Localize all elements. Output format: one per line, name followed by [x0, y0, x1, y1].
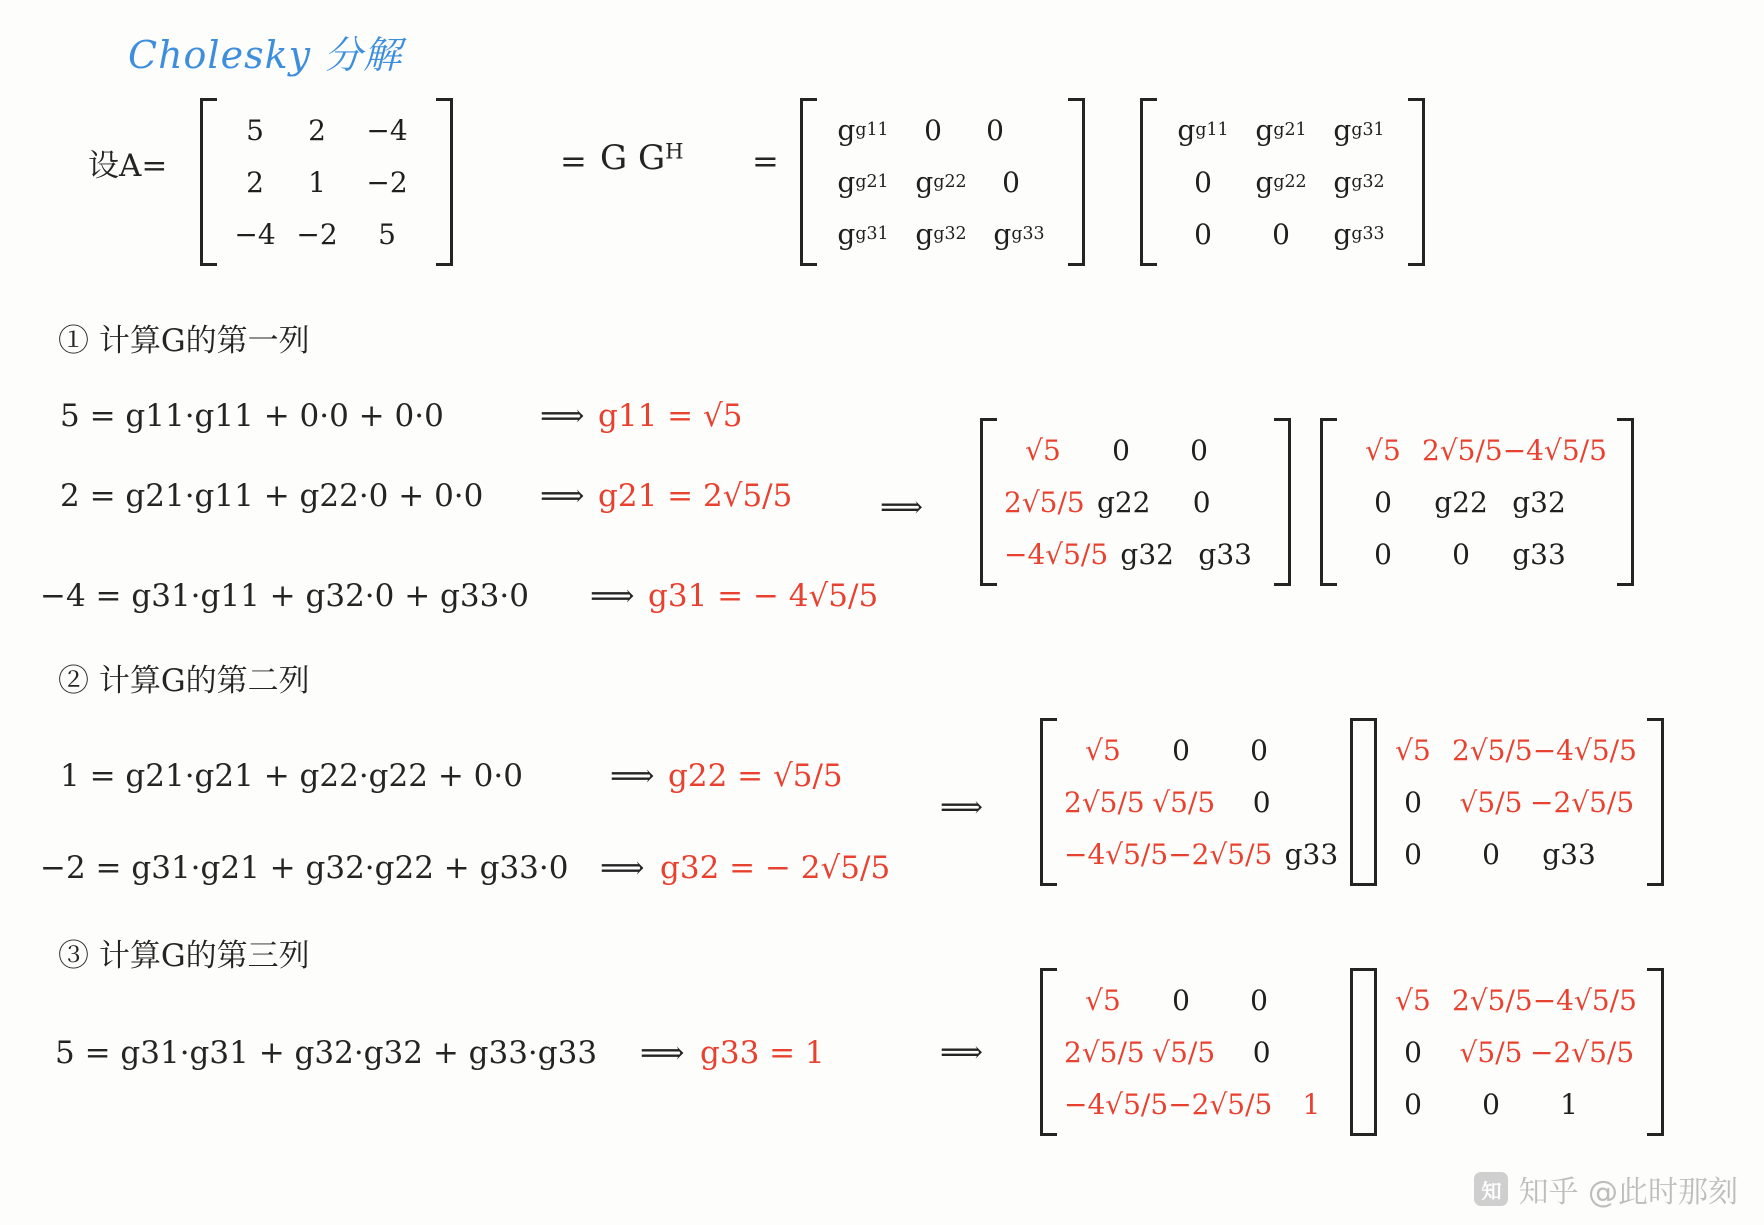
- matrix-cell: √5/5: [1459, 785, 1523, 819]
- matrix-cell: −4√5/5: [1004, 537, 1109, 571]
- step-1-equation-2-arrow: ⟹: [540, 478, 585, 514]
- step-1-equation-2-rhs: g21 = 2√5/5: [598, 478, 793, 514]
- matrix-cell: g33: [1284, 837, 1339, 871]
- step-1-equation-1-lhs: 5 = g11·g11 + 0·0 + 0·0: [60, 398, 444, 434]
- matrix-cell: 2√5/5: [1452, 983, 1533, 1017]
- matrix-cell: 0: [1194, 217, 1212, 251]
- step-3-equation-1-arrow: ⟹: [640, 1035, 685, 1071]
- bracket-right: [1068, 98, 1082, 266]
- matrix-cell: g33: [1542, 837, 1596, 871]
- matrix-cell: 0: [1190, 433, 1208, 467]
- matrix-cell: 2√5/5: [1004, 485, 1085, 519]
- matrix-cell: 0: [1404, 1087, 1422, 1121]
- matrix-cell: 0: [924, 113, 942, 147]
- matrix-cell: g g32: [1333, 165, 1385, 199]
- watermark: [1474, 1167, 1738, 1211]
- matrix-cell: g33: [1198, 537, 1252, 571]
- step-3-left-matrix: [1040, 968, 1374, 1136]
- matrix-cell: g g31: [1333, 113, 1385, 147]
- matrix-cell: 1: [1560, 1087, 1578, 1121]
- equals-sign-1: =: [560, 142, 587, 180]
- matrix-cell: √5: [1025, 433, 1061, 467]
- bracket-left: [1040, 968, 1054, 1136]
- step-1-equation-3-lhs: −4 = g31·g11 + g32·0 + g33·0: [40, 578, 529, 614]
- matrix-cell: −2√5/5: [1168, 837, 1273, 871]
- bracket-left: [800, 98, 814, 266]
- step-2-equation-1-arrow: ⟹: [610, 758, 655, 794]
- matrix-cell: g32: [1512, 485, 1566, 519]
- matrix-cell: g g11: [837, 113, 889, 147]
- matrix-cell: √5: [1395, 733, 1431, 767]
- matrix-cell: 5: [378, 217, 396, 251]
- matrix-cell: g22: [1096, 485, 1151, 519]
- matrix-cell: −4√5/5: [1064, 1087, 1169, 1121]
- bracket-left: [1140, 98, 1154, 266]
- bracket-left: [980, 418, 994, 586]
- matrix-cell: 0: [1482, 1087, 1500, 1121]
- bracket-right: [1274, 418, 1288, 586]
- matrix-cell: g g11: [1177, 113, 1229, 147]
- step-1-right-matrix: [1320, 418, 1631, 586]
- matrix-cell: g g21: [837, 165, 889, 199]
- matrix-cell: −2: [366, 165, 408, 199]
- matrix-cell: 0: [1404, 1035, 1422, 1069]
- step-2-equation-2-rhs: g32 = − 2√5/5: [660, 850, 891, 886]
- matrix-cell: 2: [308, 113, 326, 147]
- step-2-equation-1-rhs: g22 = √5/5: [668, 758, 843, 794]
- matrix-cell: 0: [1250, 733, 1268, 767]
- bracket-left: [1350, 968, 1364, 1136]
- matrix-cell: g g33: [1333, 217, 1385, 251]
- step-3-equation-1-rhs: g33 = 1: [700, 1035, 825, 1071]
- matrix-cell: 2√5/5: [1064, 785, 1145, 819]
- matrix-cell: 0: [1374, 537, 1392, 571]
- matrix-G: [800, 98, 1082, 266]
- bracket-left: [1040, 718, 1054, 886]
- bracket-right: [1617, 418, 1631, 586]
- bracket-right: [1647, 718, 1661, 886]
- step-1-result-arrow: ⟹: [880, 490, 924, 525]
- matrix-cell: −4: [234, 217, 276, 251]
- step-2-equation-1-lhs: 1 = g21·g21 + g22·g22 + 0·0: [60, 758, 523, 794]
- matrix-cell: √5/5: [1152, 785, 1216, 819]
- watermark-text: 知乎 @此时那刻: [1518, 1175, 1738, 1210]
- page-title: Cholesky 分解: [128, 33, 403, 77]
- matrix-cell: √5: [1085, 983, 1121, 1017]
- step-1-equation-1-rhs: g11 = √5: [598, 398, 743, 434]
- matrix-cell: 0: [1374, 485, 1392, 519]
- matrix-cell: g32: [1120, 537, 1174, 571]
- matrix-cell: 0: [1404, 837, 1422, 871]
- matrix-cell: −4: [366, 113, 408, 147]
- matrix-cell: 0: [1172, 983, 1190, 1017]
- matrix-cell: 5: [246, 113, 264, 147]
- matrix-cell: −2√5/5: [1168, 1087, 1273, 1121]
- setup-prefix: 设A=: [88, 148, 168, 184]
- matrix-cell: 2: [246, 165, 264, 199]
- matrix-cell: 2√5/5: [1452, 733, 1533, 767]
- step-1-equation-1-arrow: ⟹: [540, 398, 585, 434]
- matrix-cell: −2√5/5: [1530, 785, 1635, 819]
- bracket-right: [1408, 98, 1422, 266]
- matrix-G-hermitian: [1140, 98, 1422, 266]
- matrix-cell: √5/5: [1459, 1035, 1523, 1069]
- step-2-left-matrix: [1040, 718, 1374, 886]
- matrix-cell: 1: [1302, 1087, 1321, 1121]
- matrix-cell: g g33: [993, 217, 1045, 251]
- matrix-cell: 2√5/5: [1422, 433, 1503, 467]
- matrix-cell: g g31: [837, 217, 889, 251]
- matrix-cell: g g32: [915, 217, 967, 251]
- matrix-cell: 0: [1272, 217, 1290, 251]
- matrix-cell: 0: [1172, 733, 1190, 767]
- step-3-equation-1-lhs: 5 = g31·g31 + g32·g32 + g33·g33: [55, 1035, 598, 1071]
- step-2-equation-2-lhs: −2 = g31·g21 + g32·g22 + g33·0: [40, 850, 569, 886]
- matrix-cell: g g22: [1255, 165, 1307, 199]
- matrix-cell: 0: [1250, 983, 1268, 1017]
- matrix-cell: 0: [1252, 785, 1271, 819]
- matrix-cell: −2: [296, 217, 338, 251]
- matrix-cell: 0: [1194, 165, 1212, 199]
- matrix-cell: √5: [1365, 433, 1401, 467]
- step-1-left-matrix: [980, 418, 1288, 586]
- step-2-equation-2-arrow: ⟹: [600, 850, 645, 886]
- matrix-cell: g g22: [915, 165, 967, 199]
- matrix-cell: 2√5/5: [1064, 1035, 1145, 1069]
- step-2-result-arrow: ⟹: [940, 790, 984, 825]
- matrix-cell: −2√5/5: [1530, 1035, 1635, 1069]
- matrix-cell: −4√5/5: [1532, 733, 1637, 767]
- matrix-cell: −4√5/5: [1502, 433, 1607, 467]
- bracket-right: [1647, 968, 1661, 1136]
- matrix-cell: 0: [1482, 837, 1500, 871]
- step-3-result-arrow: ⟹: [940, 1035, 984, 1070]
- step-2-heading: ② 计算G的第二列: [58, 663, 310, 699]
- ggh-superscript: H: [665, 138, 684, 164]
- step-3-right-matrix: [1350, 968, 1661, 1136]
- bracket-left: [200, 98, 214, 266]
- matrix-cell: 0: [1252, 1035, 1271, 1069]
- matrix-cell: 0: [1192, 485, 1211, 519]
- matrix-cell: 1: [308, 165, 326, 199]
- matrix-cell: 0: [986, 113, 1004, 147]
- matrix-cell: g33: [1512, 537, 1566, 571]
- step-3-heading: ③ 计算G的第三列: [58, 938, 310, 974]
- matrix-cell: √5/5: [1152, 1035, 1216, 1069]
- matrix-cell: 0: [1002, 165, 1020, 199]
- step-1-equation-2-lhs: 2 = g21·g11 + g22·0 + 0·0: [60, 478, 484, 514]
- step-1-heading: ① 计算G的第一列: [58, 323, 310, 359]
- step-2-right-matrix: [1350, 718, 1661, 886]
- matrix-cell: 0: [1404, 785, 1422, 819]
- matrix-cell: √5: [1085, 733, 1121, 767]
- matrix-A: [200, 98, 450, 266]
- matrix-cell: 0: [1452, 537, 1470, 571]
- bracket-left: [1350, 718, 1364, 886]
- step-1-equation-3-arrow: ⟹: [590, 578, 635, 614]
- matrix-cell: √5: [1395, 983, 1431, 1017]
- equals-sign-2: =: [752, 142, 779, 180]
- zhihu-logo-icon: 知: [1474, 1172, 1508, 1206]
- bracket-right: [436, 98, 450, 266]
- ggh-label: G G: [600, 138, 666, 178]
- matrix-cell: −4√5/5: [1064, 837, 1169, 871]
- matrix-cell: −4√5/5: [1532, 983, 1637, 1017]
- matrix-cell: 0: [1112, 433, 1130, 467]
- step-1-equation-3-rhs: g31 = − 4√5/5: [648, 578, 879, 614]
- matrix-cell: g g21: [1255, 113, 1307, 147]
- bracket-left: [1320, 418, 1334, 586]
- matrix-cell: g22: [1434, 485, 1488, 519]
- ggh-expression: [600, 138, 684, 178]
